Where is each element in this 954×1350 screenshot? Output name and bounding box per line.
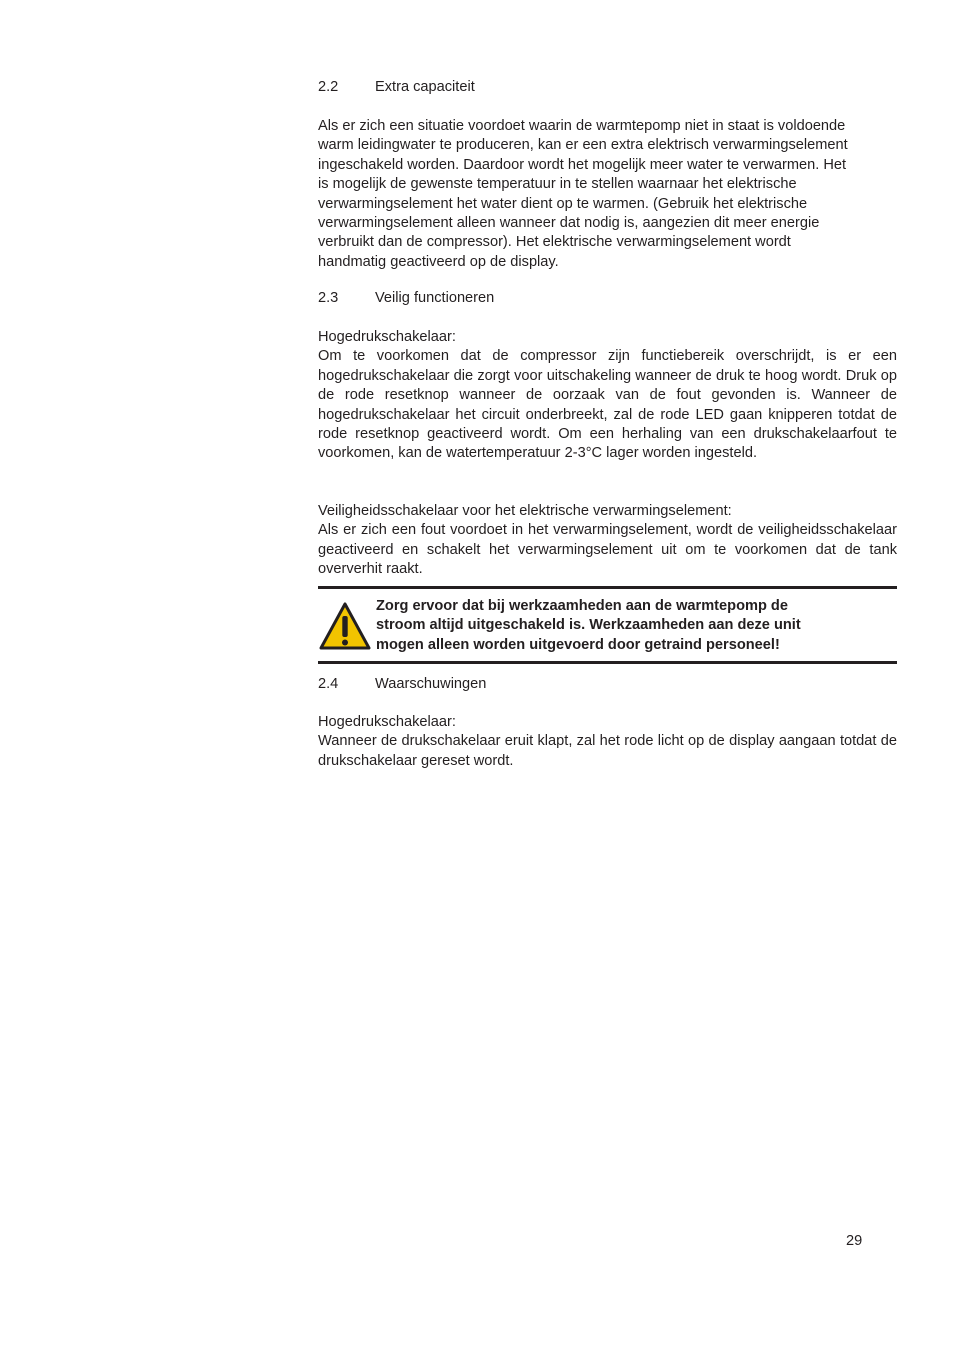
text-line: ingeschakeld worden. Daardoor wordt het mogelijk meer water te verwarmen. Het — [318, 156, 847, 173]
subsection-text: Als er zich een fout voordoet in het verwarmingselement, wordt de veiligheidsschakelaar geactiveerd en schakelt het verwarmingselement uit om te voorkomen dat de tank oververhit raakt. — [318, 522, 897, 578]
section-2-2-paragraph — [318, 117, 897, 272]
warning-bottom-rule — [318, 661, 897, 664]
warning-text — [376, 597, 876, 655]
subsection-label: Veiligheidsschakelaar voor het elektrische verwarmingselement: — [318, 503, 732, 519]
text-line: verwarmingselement het water dient op te warmen. (Gebruik het elektrische — [318, 195, 808, 212]
warning-line: stroom altijd uitgeschakeld is. Werkzaamheden aan deze unit — [376, 617, 801, 634]
section-title: Extra capaciteit — [375, 79, 475, 95]
subsection-label: Hogedrukschakelaar: — [318, 714, 456, 730]
section-2-3-block-1 — [318, 328, 897, 464]
section-2-4-block-1 — [318, 713, 897, 771]
section-number: 2.3 — [318, 290, 339, 306]
section-number: 2.4 — [318, 676, 339, 692]
text-line: Als er zich een situatie voordoet waarin de warmtepomp niet in staat is voldoende — [318, 118, 846, 134]
warning-top-rule — [318, 586, 897, 589]
text-line: warm leidingwater te produceren, kan er een extra elektrisch verwarmingselement — [318, 137, 848, 154]
section-number: 2.2 — [318, 79, 339, 95]
text-line: verbruikt dan de compressor). Het elektrische verwarmingselement wordt — [318, 234, 791, 251]
section-heading-2-3 — [318, 289, 494, 308]
subsection-text: Wanneer de drukschakelaar eruit klapt, zal het rode licht op de display aangaan totdat de drukschakelaar gereset wordt. — [318, 733, 897, 769]
text-line: verwarmingselement alleen wanneer dat nodig is, aangezien dit meer energie — [318, 215, 820, 232]
warning-triangle-icon — [319, 602, 371, 650]
section-title: Waarschuwingen — [375, 676, 487, 692]
warning-line: mogen alleen worden uitgevoerd door getraind personeel! — [376, 636, 780, 653]
subsection-label: Hogedrukschakelaar: — [318, 329, 456, 345]
section-2-3-block-2 — [318, 502, 897, 580]
text-line: is mogelijk de gewenste temperatuur in te stellen waarnaar het elektrische — [318, 176, 797, 193]
section-title: Veilig functioneren — [375, 290, 495, 306]
warning-line: Zorg ervoor dat bij werkzaamheden aan de warmtepomp de — [376, 598, 788, 614]
text-line: handmatig geactiveerd op de display. — [318, 253, 559, 270]
section-heading-2-4 — [318, 675, 486, 694]
section-heading-2-2 — [318, 78, 475, 97]
subsection-text: Om te voorkomen dat de compressor zijn functiebereik overschrijdt, is er een hogedrukschakelaar die zorgt voor uitschakeling wanneer de druk te hoog wordt. Druk op de rode resetknop wanneer de oorzaak van de fout gevonden is. Wanneer de hogedrukschakelaar het circuit onderbreekt, zal de rode LED gaan knipperen totdat de rode resetknop geactiveerd wordt. Om een herhaling van een drukschakelaarfout te voorkomen, kan de watertemperatuur 2-3°C lager worden ingesteld. — [318, 348, 897, 462]
page-number: 29 — [846, 1233, 863, 1249]
